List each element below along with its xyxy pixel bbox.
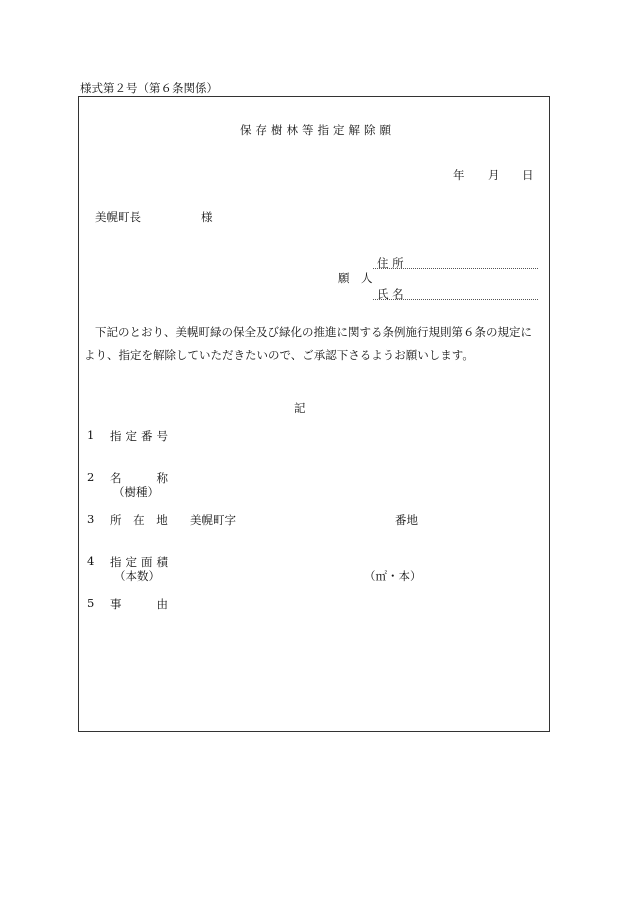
item-2-sub: （樹種） bbox=[113, 485, 159, 499]
date-day: 日 bbox=[522, 168, 534, 182]
item-4-number: 4 bbox=[87, 554, 95, 568]
applicant-name-label: 氏 名 bbox=[377, 287, 404, 301]
item-1-number: 1 bbox=[87, 428, 95, 442]
item-2-label: 名 称 bbox=[110, 471, 172, 485]
date-year: 年 bbox=[453, 168, 465, 182]
applicant-address-line bbox=[373, 268, 538, 269]
item-4-sub: （本数） bbox=[114, 569, 160, 583]
item-3-location-suffix: 番地 bbox=[395, 513, 418, 527]
addressee-name: 美幌町長 bbox=[95, 210, 141, 224]
item-3-number: 3 bbox=[87, 512, 95, 526]
applicant-name-line bbox=[373, 299, 538, 300]
item-5-number: 5 bbox=[87, 596, 95, 610]
addressee-honorific: 様 bbox=[201, 210, 213, 224]
item-5-label: 事 由 bbox=[110, 597, 172, 611]
body-line-2: より、指定を解除していただきたいので、ご承認下さるようお願いします。 bbox=[84, 348, 474, 362]
item-3-label: 所 在 地 bbox=[110, 513, 172, 527]
applicant-address-label: 住 所 bbox=[377, 256, 404, 270]
form-number: 様式第２号（第６条関係） bbox=[80, 81, 218, 95]
form-title: 保存樹林等指定解除願 bbox=[240, 123, 395, 137]
date-month: 月 bbox=[488, 168, 500, 182]
form-frame bbox=[78, 96, 550, 732]
item-1-label: 指定番号 bbox=[110, 429, 172, 443]
body-line-1: 下記のとおり、美幌町緑の保全及び緑化の推進に関する条例施行規則第６条の規定に bbox=[95, 325, 532, 339]
item-4-label: 指定面積 bbox=[110, 555, 172, 569]
applicant-label: 願 人 bbox=[338, 271, 373, 285]
item-2-number: 2 bbox=[87, 470, 95, 484]
item-4-unit: （㎡・本） bbox=[364, 569, 422, 583]
record-heading: 記 bbox=[294, 401, 306, 415]
item-3-location-prefix: 美幌町字 bbox=[190, 513, 236, 527]
